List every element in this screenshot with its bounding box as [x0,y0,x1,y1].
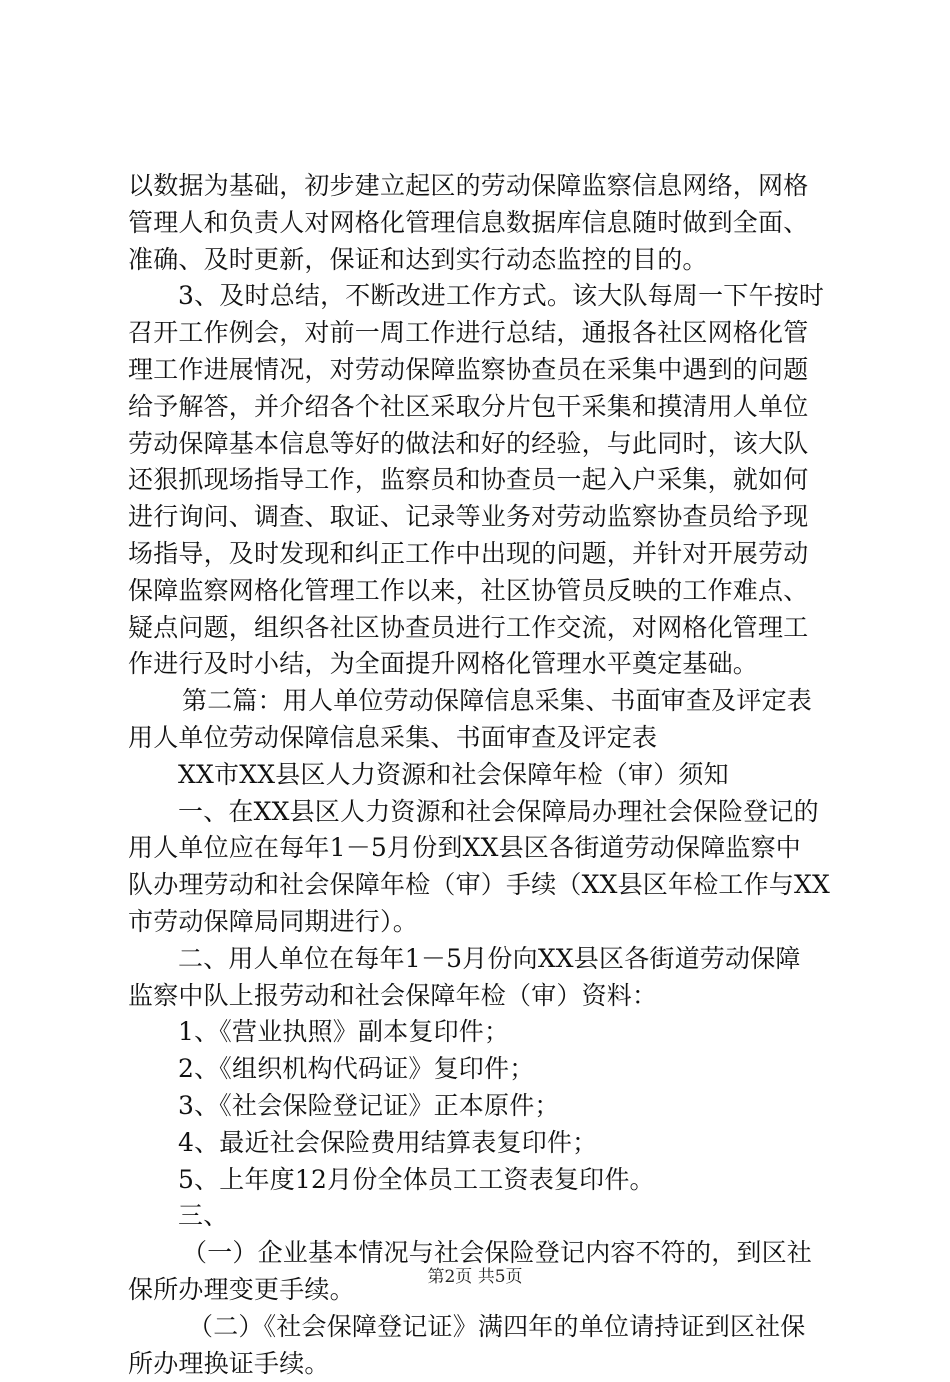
list-item: 1、《营业执照》副本复印件； [128,1014,838,1051]
paragraph-line: （二）《社会保障登记证》满四年的单位请持证到区社保 [128,1309,838,1346]
section-heading: 第二篇：用人单位劳动保障信息采集、书面审查及评定表 [128,683,838,720]
paragraph-line: 保障监察网格化管理工作以来，社区协管员反映的工作难点、 [128,573,838,610]
paragraph-line: 准确、及时更新，保证和达到实行动态监控的目的。 [128,242,838,279]
paragraph-line: 管理人和负责人对网格化管理信息数据库信息随时做到全面、 [128,205,838,242]
paragraph-line: 监察中队上报劳动和社会保障年检（审）资料： [128,978,838,1015]
paragraph-line: 作进行及时小结，为全面提升网格化管理水平奠定基础。 [128,646,838,683]
list-item: 3、《社会保险登记证》正本原件； [128,1088,838,1125]
paragraph-line: 给予解答，并介绍各个社区采取分片包干采集和摸清用人单位 [128,389,838,426]
paragraph-line: 保所办理变更手续。 [128,1272,838,1309]
paragraph-line: 进行询问、调查、取证、记录等业务对劳动监察协查员给予现 [128,499,838,536]
paragraph-line: 召开工作例会，对前一周工作进行总结，通报各社区网格化管 [128,315,838,352]
paragraph-line: 理工作进展情况，对劳动保障监察协查员在采集中遇到的问题 [128,352,838,389]
paragraph-line: 队办理劳动和社会保障年检（审）手续（XX县区年检工作与XX [128,867,838,904]
paragraph-line: 以数据为基础，初步建立起区的劳动保障监察信息网络，网格 [128,168,838,205]
section-subtitle: 用人单位劳动保障信息采集、书面审查及评定表 [128,720,838,757]
paragraph-line: 用人单位应在每年1－5月份到XX县区各街道劳动保障监察中 [128,830,838,867]
list-item: 4、最近社会保险费用结算表复印件； [128,1125,838,1162]
paragraph-line: 三、 [128,1198,838,1235]
list-item: 5、上年度12月份全体员工工资表复印件。 [128,1162,838,1199]
list-item: 2、《组织机构代码证》复印件； [128,1051,838,1088]
paragraph-line: 二、用人单位在每年1－5月份向XX县区各街道劳动保障 [128,941,838,978]
paragraph-line: 还狠抓现场指导工作，监察员和协查员一起入户采集，就如何 [128,462,838,499]
document-body [128,168,838,1382]
paragraph-line: 劳动保障基本信息等好的做法和好的经验，与此同时，该大队 [128,426,838,463]
paragraph-line: 疑点问题，组织各社区协查员进行工作交流，对网格化管理工 [128,610,838,647]
paragraph-line: （一）企业基本情况与社会保险登记内容不符的，到区社 [128,1235,838,1272]
page-footer: 第2页 共5页 [0,1262,950,1287]
notice-title: XX市XX县区人力资源和社会保障年检（审）须知 [128,757,838,794]
paragraph-line: 市劳动保障局同期进行）。 [128,904,838,941]
paragraph-line: 场指导，及时发现和纠正工作中出现的问题，并针对开展劳动 [128,536,838,573]
paragraph-line: 所办理换证手续。 [128,1346,838,1382]
paragraph-line: 3、及时总结，不断改进工作方式。该大队每周一下午按时 [128,278,838,315]
paragraph-line: 一、在XX县区人力资源和社会保障局办理社会保险登记的 [128,794,838,831]
